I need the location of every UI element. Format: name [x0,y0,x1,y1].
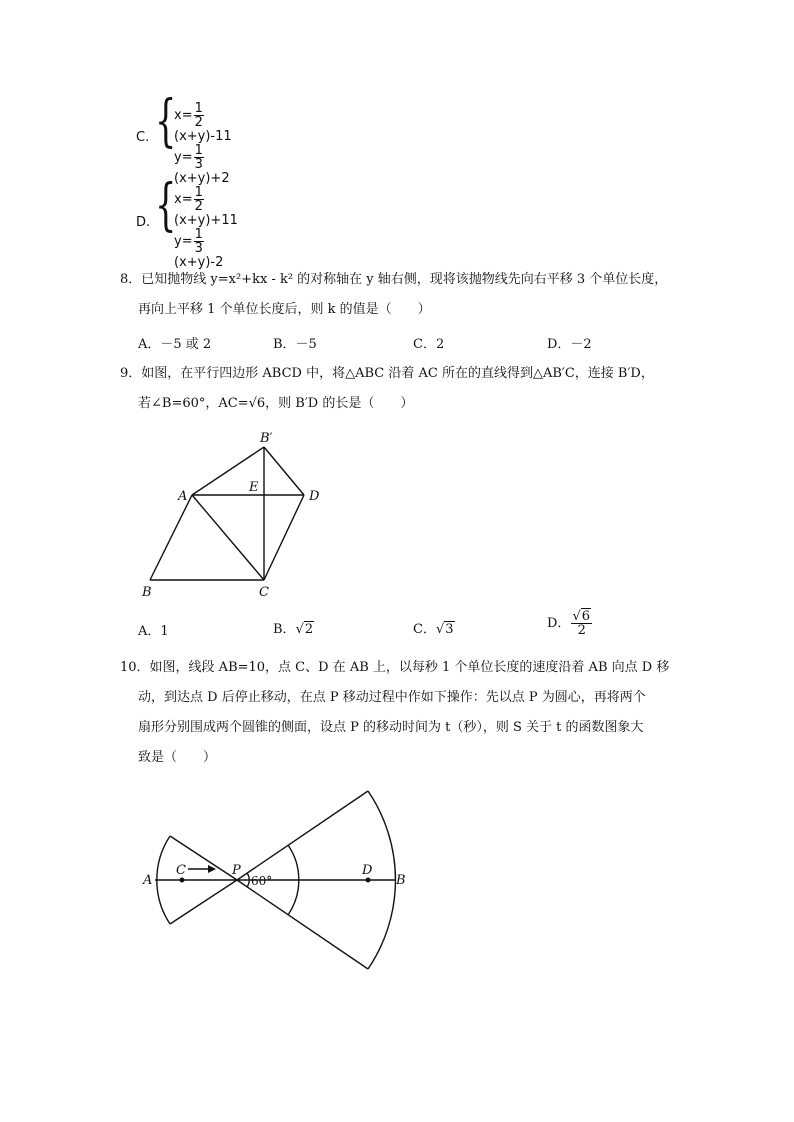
label-p: P [232,863,241,878]
equation-1: x= $\frac{1}{2}$ (x+y)+11 [174,185,238,228]
point-c [180,878,185,883]
q10-text-line-4: 致是（ ） [138,750,217,765]
label-b: B [142,585,152,600]
square-root: √2 [295,622,314,637]
q10-text-line-2: 动，到达点 D 后停止移动，在点 P 移动过程中作如下操作：先以点 P 为圆心，再将两个 [138,690,646,705]
label-d: D [362,863,373,878]
label-d: D [309,489,320,504]
q8-option-a[interactable]: A．－5 或 2 [138,337,212,352]
option-label: C. [136,130,150,145]
q9-option-a[interactable]: A．1 [138,624,169,639]
q9-option-d[interactable]: D． $\frac{√6}{2}$ [547,609,591,638]
q8-option-b[interactable]: B．－5 [273,337,317,352]
q10-text-line-1: 10．如图，线段 AB=10，点 C、D 在 AB 上，以每秒 1 个单位长度的速度沿着 AB 向点 D 移 [120,660,670,675]
segment-b-prime-d [264,447,304,495]
equation-2: y= $\frac{1}{3}$ (x+y)+2 [174,143,230,186]
fraction: $\frac{1}{3}$ [194,227,203,256]
q9-option-b[interactable]: B．√2 [273,622,314,637]
equation-2: y= $\frac{1}{3}$ (x+y)-2 [174,227,224,270]
fraction: $\frac{√6}{2}$ [572,609,591,638]
big-sector-radius-top [237,791,368,880]
q10-text-line-3: 扇形分别围成两个圆锥的侧面，设点 P 的移动时间为 t（秒），则 S 关于 t 的函数图象大 [138,720,644,735]
point-d [366,878,371,883]
label-b-prime: B′ [260,431,273,446]
label-c: C [259,585,269,600]
segment-d-c [264,495,304,580]
fraction: $\frac{1}{2}$ [194,101,203,130]
segment-a-c [192,495,264,580]
big-sector-radius-bottom [237,880,368,969]
label-b: B [396,873,406,888]
q9-text-line-2: 若∠B=60°，AC=√6，则 B′D 的长是（ ） [138,396,414,411]
label-c: C [176,863,186,878]
left-brace: { [155,173,177,238]
small-sector-radius-bottom [170,880,237,924]
fraction: $\frac{1}{3}$ [194,143,203,172]
q9-parallelogram-figure [120,420,350,605]
label-angle: 60° [251,874,273,888]
left-brace: { [155,89,177,154]
q8-option-c[interactable]: C．2 [413,337,445,352]
label-a: A [178,489,188,504]
label-a: A [143,873,153,888]
q9-text-line-1: 9．如图，在平行四边形 ABCD 中，将△ABC 沿着 AC 所在的直线得到△AB′C，连接 B′D， [120,366,654,381]
q8-text-line-2: 再向上平移 1 个单位长度后，则 k 的值是（ ） [138,302,431,317]
q8-text-line-1: 8．已知抛物线 y=x²+kx - k² 的对称轴在 y 轴右侧，现将该抛物线先向右平移 3 个单位长度， [120,272,668,287]
square-root: √3 [435,622,454,637]
option-label: D. [136,215,151,230]
label-e: E [249,480,259,495]
equation-1: x= $\frac{1}{2}$ (x+y)-11 [174,101,232,144]
fraction: $\frac{1}{2}$ [194,185,203,214]
q10-sectors-figure [130,780,420,980]
q9-option-c[interactable]: C．√3 [413,622,454,637]
q8-option-d[interactable]: D．－2 [547,337,592,352]
segment-a-b [150,495,192,580]
